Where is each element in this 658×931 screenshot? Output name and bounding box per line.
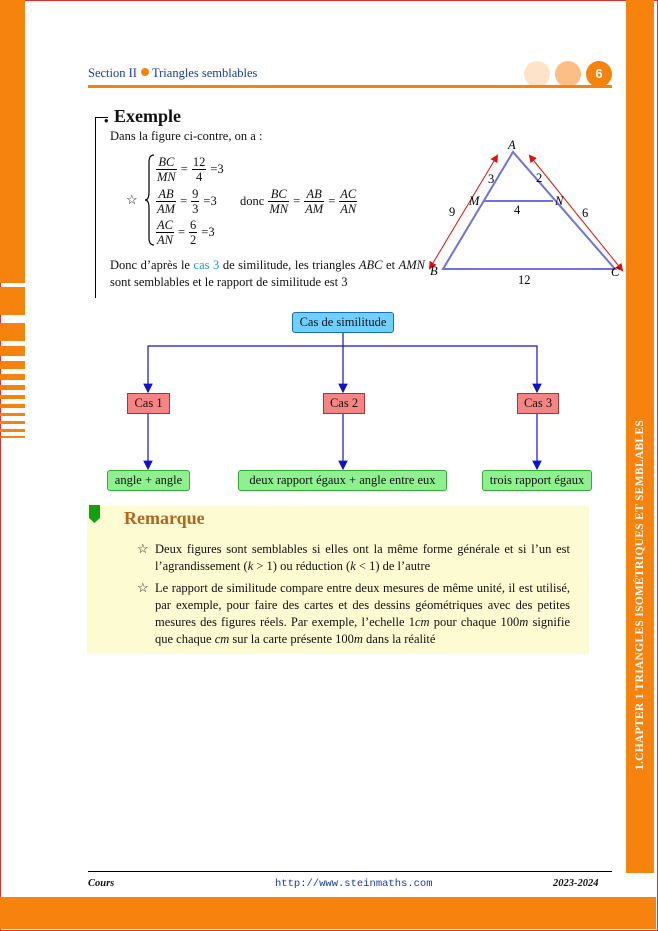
section-title: Triangles semblables <box>151 66 258 80</box>
flow-cas-2: Cas 2 <box>323 393 365 414</box>
flow-result-3: trois rapport égaux <box>482 470 592 491</box>
ratio-row-2: $\frac{AB}{AM}$ = $\frac{9}{3}$ =3 <box>157 187 217 216</box>
flow-result-1: angle + angle <box>107 470 190 491</box>
label-bc: 12 <box>518 273 531 287</box>
star-icon: ☆ <box>137 580 149 595</box>
label-ac: 6 <box>582 206 589 220</box>
example-bullet: • <box>104 113 109 128</box>
flow-cas-3: Cas 3 <box>517 393 559 414</box>
page-number: 6 <box>586 61 612 87</box>
label-an: 2 <box>536 171 543 185</box>
remark-item-1: Deux figures sont semblables si elles ont la même forme générale et si l’un est l’agrandissement (k > 1) ou réduction (k < 1) de l’autre <box>155 542 570 573</box>
remark-title: Remarque <box>124 508 205 528</box>
flow-root-node: Cas de similitude <box>292 312 394 333</box>
example-intro: Dans la figure ci-contre, on a : <box>110 129 263 143</box>
remark-item-2: Le rapport de similitude compare entre deux mesures de même unité, il est utilisé, par exemple, pour faire des cartes et des dessins géométriques avec des petites mesures des figures réels. Par exemple, l’echelle 1cm pour chaque 100m signifie que chaque cm sur la carte présente 100m dans la réalité <box>155 581 570 646</box>
ratio-row-3: $\frac{AC}{AN}$ = $\frac{6}{2}$ =3 <box>157 218 215 247</box>
flow-result-2: deux rapport égaux + angle entre eux <box>238 470 447 491</box>
example-conclusion: Donc d’après le cas 3 de similitude, les triangles ABC et AMN sont semblables et le rapport de similitude est 3 <box>110 258 426 289</box>
label-mn: 4 <box>514 203 521 217</box>
footer-url-link[interactable]: http://www.steinmaths.com <box>275 878 433 890</box>
point-n: N <box>555 194 564 208</box>
point-c: C <box>611 265 620 279</box>
point-m: M <box>469 194 480 208</box>
point-a: A <box>508 138 516 152</box>
ratio-row-1: $\frac{BC}{MN}$ = $\frac{12}{4}$ =3 <box>157 155 224 184</box>
star-icon: ☆ <box>137 541 149 556</box>
chapter-side-title: 1.CHAPTER 1 TRIANGLES ISOMÉTRIQUES ET SEMBLABLES <box>634 419 646 771</box>
section-label: Section II <box>88 66 137 80</box>
footer-left: Cours <box>88 878 115 889</box>
ratio-conclusion: donc $\frac{BC}{MN}$ = $\frac{AB}{AM}$ = $\frac{AC}{AN}$ <box>240 187 357 216</box>
star-icon: ☆ <box>126 192 138 207</box>
flow-cas-1: Cas 1 <box>127 393 170 414</box>
remark-marker-icon <box>89 505 100 523</box>
example-heading: Exemple <box>114 106 181 126</box>
footer-year: 2023-2024 <box>553 878 599 889</box>
label-am: 3 <box>488 172 495 186</box>
point-b: B <box>430 264 438 278</box>
cas3-link[interactable]: cas 3 <box>193 258 220 272</box>
footer-rule <box>88 871 612 872</box>
label-ab: 9 <box>449 205 456 219</box>
